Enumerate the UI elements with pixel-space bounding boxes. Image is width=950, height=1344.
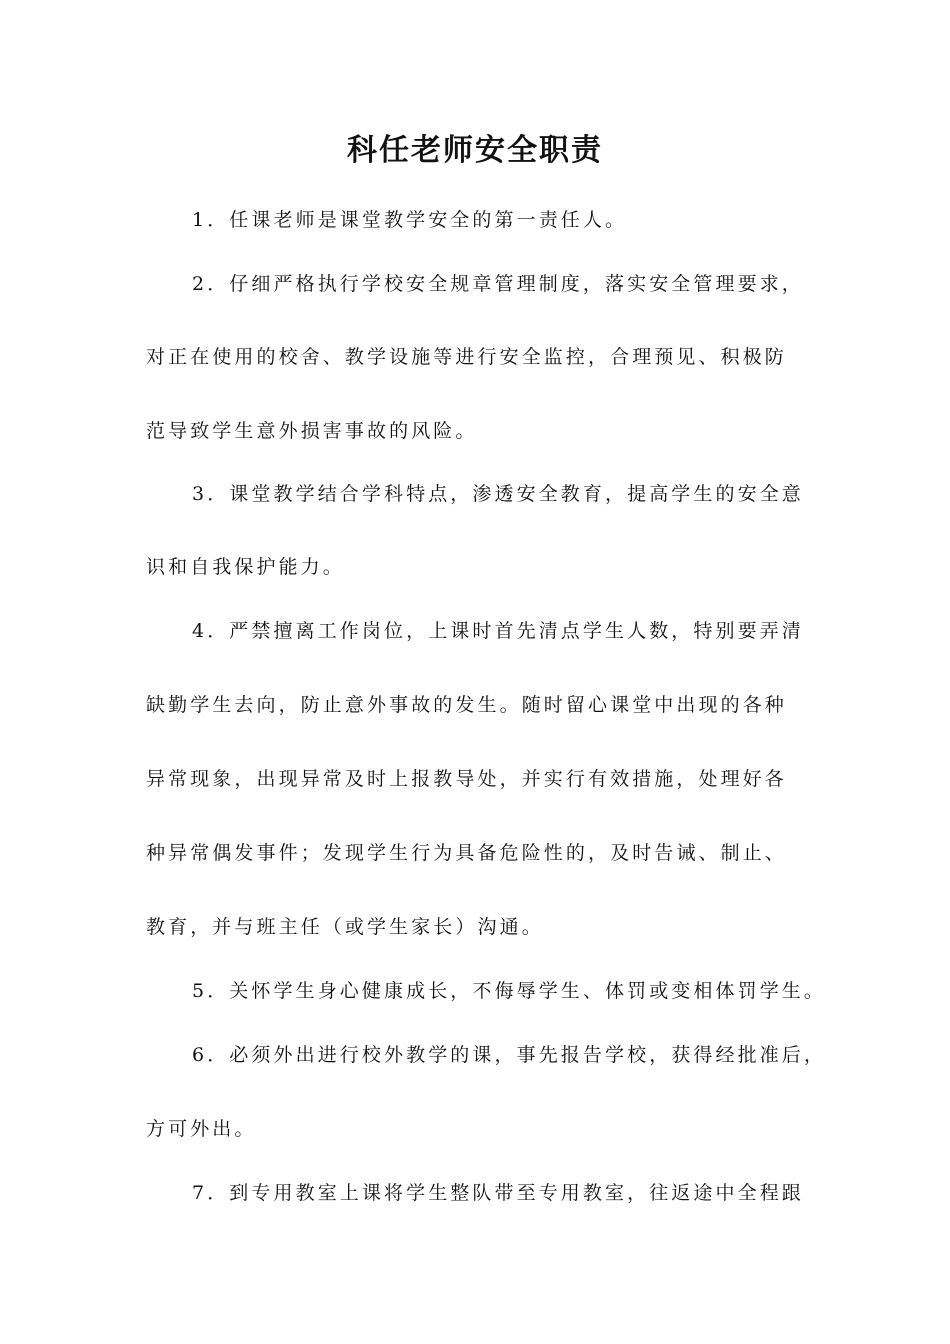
paragraph-line: 教育，并与班主任（或学生家长）沟通。: [146, 916, 544, 938]
paragraph-line: 6．必须外出进行校外教学的课，事先报告学校，获得经批准后，: [192, 1044, 826, 1066]
paragraph-line: 5．关怀学生身心健康成长，不侮辱学生、体罚或变相体罚学生。: [192, 980, 826, 1002]
paragraph-line: 种异常偶发事件；发现学生行为具备危险性的，及时告诫、制止、: [146, 842, 787, 864]
paragraph-line: 方可外出。: [146, 1118, 257, 1140]
paragraph-line: 3．课堂教学结合学科特点，渗透安全教育，提高学生的安全意: [192, 483, 804, 505]
paragraph-line: 对正在使用的校舍、教学设施等进行安全监控，合理预见、积极防: [146, 346, 787, 368]
paragraph-line: 4．严禁擅离工作岗位，上课时首先清点学生人数，特别要弄清: [192, 620, 804, 642]
page-title: 科任老师安全职责: [347, 133, 603, 168]
paragraph-line: 1．任课老师是课堂教学安全的第一责任人。: [192, 209, 628, 231]
paragraph-line: 缺勤学生去向，防止意外事故的发生。随时留心课堂中出现的各种: [146, 694, 787, 716]
paragraph-line: 识和自我保护能力。: [146, 556, 345, 578]
paragraph-line: 7．到专用教室上课将学生整队带至专用教室，往返途中全程跟: [192, 1182, 804, 1204]
paragraph-line: 2．仔细严格执行学校安全规章管理制度，落实安全管理要求，: [192, 273, 804, 295]
paragraph-line: 范导致学生意外损害事故的风险。: [146, 420, 478, 442]
paragraph-line: 异常现象，出现异常及时上报教导处，并实行有效措施，处理好各: [146, 768, 787, 790]
